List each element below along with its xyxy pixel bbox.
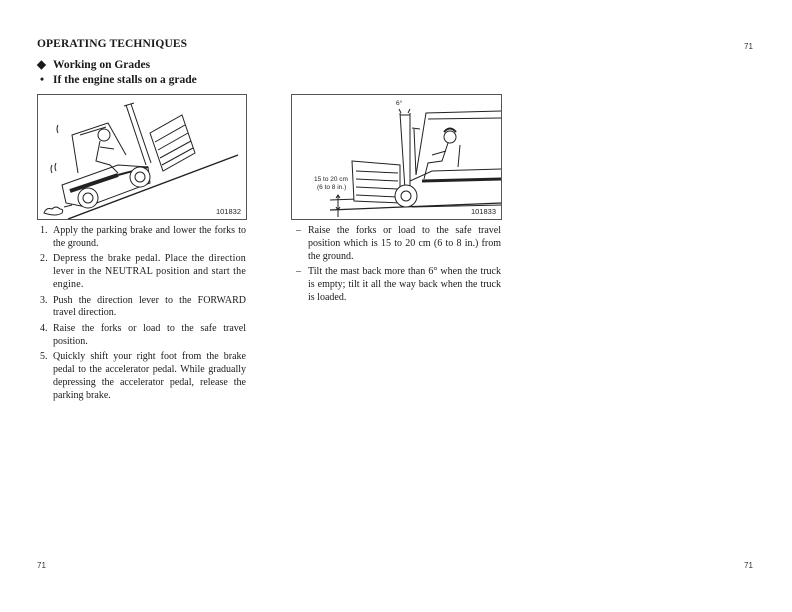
figure-forklift-tilt [291, 94, 502, 220]
height-metric-label: 15 to 20 cm [314, 176, 348, 183]
forklift-on-grade-illustration [38, 95, 246, 219]
safety-notes [296, 225, 501, 307]
page-number-top: 71 [744, 42, 753, 51]
subsection-title: Working on Grades [53, 59, 151, 71]
step-item: 4. Raise the forks or load to the safe travel position. [40, 322, 246, 347]
topic-title: If the engine stalls on a grade [53, 74, 197, 86]
section-title: OPERATING TECHNIQUES [37, 38, 188, 50]
note-item: – Tilt the mast back more than 6° when the truck is empty; tilt it all the way back when the truck is loaded. [296, 266, 501, 304]
step-item: 5. Quickly shift your right foot from the brake pedal to the accelerator pedal. While gradually depressing the accelerator pedal, release the parking brake. [40, 351, 246, 401]
subsection-heading [37, 57, 150, 71]
topic-heading [37, 74, 197, 86]
diamond-bullet-icon: ◆ [37, 59, 46, 71]
step-item: 1. Apply the parking brake and lower the forks to the ground. [40, 225, 246, 249]
note-item: – Raise the forks or load to the safe travel position which is 15 to 20 cm (6 to 8 in.) from the ground. [296, 225, 501, 262]
step-item: 3. Push the direction lever to the FORWARD travel direction. [40, 294, 246, 319]
page-number-bottom-left: 71 [37, 561, 46, 570]
figure-id: 101832 [215, 207, 241, 216]
forklift-mast-tilt-illustration [292, 95, 501, 219]
page-number-bottom-right: 71 [744, 561, 753, 570]
step-item: 2. Depress the brake pedal. Place the direction lever in the NEUTRAL position and start the engine. [40, 253, 246, 291]
height-imperial-label: (6 to 8 in.) [317, 184, 347, 191]
procedure-steps [40, 225, 246, 405]
figure-id: 101833 [470, 207, 496, 216]
angle-label: 6° [396, 100, 403, 107]
dot-bullet-icon: • [40, 74, 45, 86]
figure-forklift-on-grade [37, 94, 247, 220]
